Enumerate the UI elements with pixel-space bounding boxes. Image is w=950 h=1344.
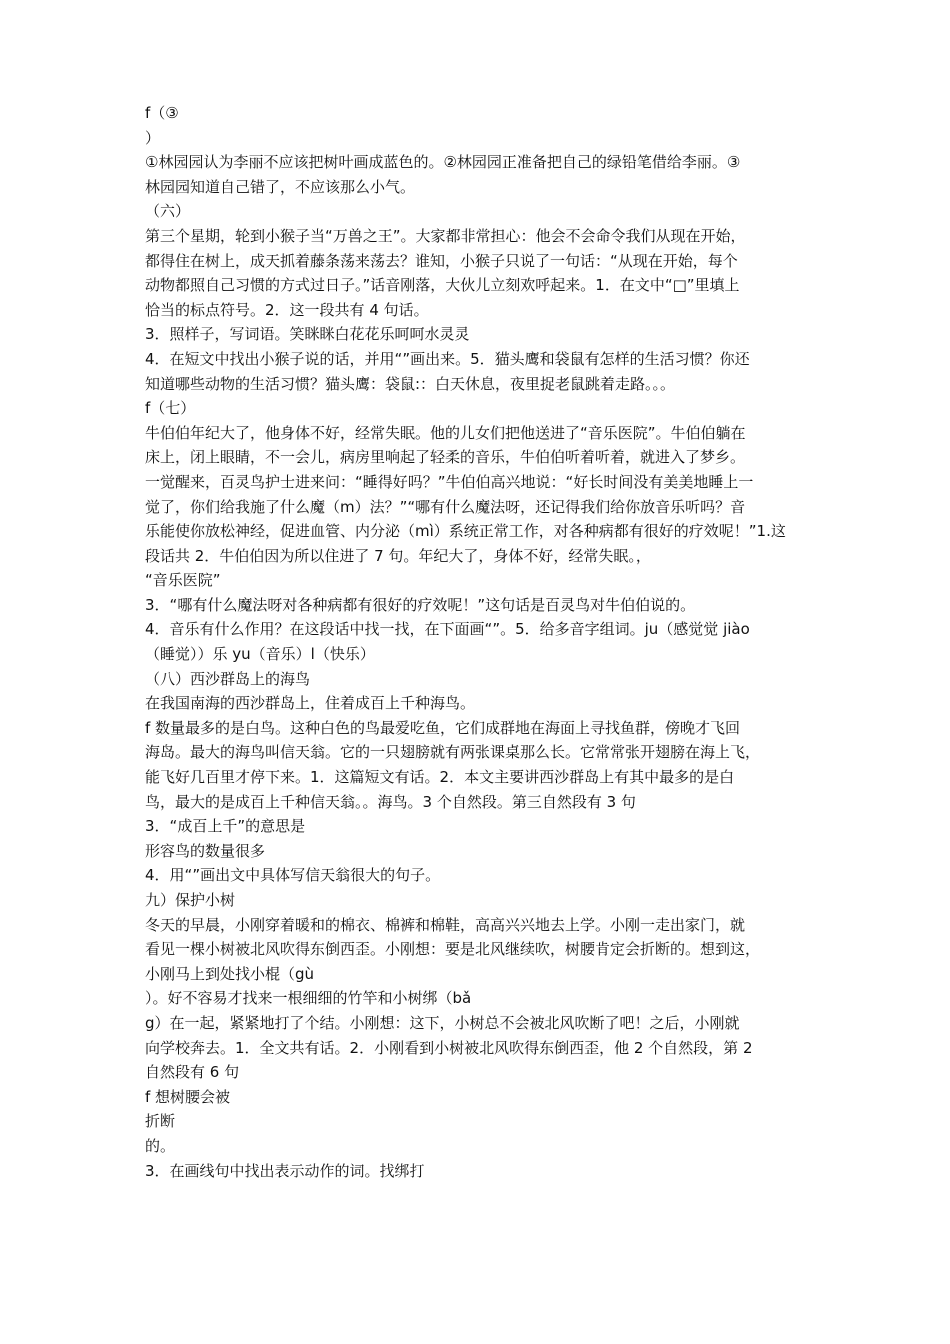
text-line: 段话共 2．牛伯伯因为所以住进了 7 句。年纪大了，身体不好，经常失眠。，	[145, 546, 651, 565]
text-line: ）	[145, 128, 161, 147]
text-line: （睡觉））乐 yu（音乐）l（快乐）	[145, 645, 375, 664]
text-line: 4．音乐有什么作用？在这段话中找一找，在下面画“”。5．给多音字组词。ju（感觉觉 jiào	[145, 620, 750, 639]
text-line: 4．在短文中找出小猴子说的话，并用“”画出来。5．猫头鹰和袋鼠有怎样的生活习惯？你还	[145, 349, 750, 368]
text-line: ）。好不容易才找来一根细细的竹竿和小树绑（bǎ	[145, 989, 472, 1008]
section-heading: （六）	[145, 202, 191, 221]
text-line: f 数量最多的是白鸟。这种白色的鸟最爱吃鱼，它们成群地在海面上寻找鱼群，傍晚才飞回	[145, 718, 741, 737]
text-line: 动物都照自己习惯的方式过日子。”话音刚落，大伙儿立刻欢呼起来。1．在文中“□”里填上	[145, 276, 740, 295]
text-line: 海岛。最大的海鸟叫信天翁。它的一只翅膀就有两张课桌那么长。它常常张开翅膀在海上飞，	[145, 743, 761, 762]
text-line: 向学校奔去。1．全文共有话。2．小刚看到小树被北风吹得东倒西歪，他 2 个自然段，第 2	[145, 1038, 753, 1057]
text-line: 乐能使你放松神经，促进血管、内分泌（mì）系统正常工作，对各种病都有很好的疗效呢！”1.这	[145, 522, 786, 541]
document-body	[145, 101, 825, 1183]
text-line: 形容鸟的数量很多	[145, 841, 266, 860]
text-line: f 想树腰会被	[145, 1087, 231, 1106]
text-line: 能飞好几百里才停下来。1．这篇短文有话。2．本文主要讲西沙群岛上有其中最多的是白	[145, 768, 735, 787]
text-line: 知道哪些动物的生活习惯？猫头鹰：袋鼠:：白天休息，夜里捉老鼠跳着走路。。。	[145, 374, 676, 393]
text-line: 3．照样子，写词语。笑眯眯白花花乐呵呵水灵灵	[145, 325, 470, 344]
text-line: 床上，闭上眼睛，不一会儿，病房里响起了轻柔的音乐，牛伯伯听着听着，就进入了梦乡。	[145, 448, 746, 467]
text-line: 第三个星期，轮到小猴子当“万兽之王”。大家都非常担心：他会不会命令我们从现在开始，	[145, 226, 746, 245]
section-heading: f（七）	[145, 399, 196, 418]
text-line: f（③	[145, 104, 179, 122]
text-line: 自然段有 6 句	[145, 1063, 240, 1082]
text-line: ①林园园认为李丽不应该把树叶画成蓝色的。②林园园正准备把自己的绿铅笔借给李丽。③	[145, 153, 741, 172]
text-line: 在我国南海的西沙群岛上，住着成百上千种海鸟。	[145, 694, 476, 713]
text-line: 恰当的标点符号。2．这一段共有 4 句话。	[145, 300, 429, 319]
text-line: 牛伯伯年纪大了，他身体不好，经常失眠。他的儿女们把他送进了“音乐医院”。牛伯伯躺在	[145, 423, 746, 442]
text-line: 都得住在树上，成天抓着藤条荡来荡去？谁知，小猴子只说了一句话：“从现在开始，每个	[145, 251, 738, 270]
text-line: 冬天的早晨，小刚穿着暖和的棉衣、棉裤和棉鞋，高高兴兴地去上学。小刚一走出家门，就	[145, 915, 746, 934]
text-line: 林园园知道自己错了，不应该那么小气。	[145, 177, 416, 196]
section-heading: 九）保护小树	[145, 891, 236, 909]
text-line: g）在一起，紧紧地打了个结。小刚想：这下，小树总不会被北风吹断了吧！之后，小刚就	[145, 1013, 740, 1032]
text-line: 折断	[145, 1112, 176, 1131]
text-line: “音乐医院”	[145, 571, 221, 590]
text-line: 觉了，你们给我施了什么魔（m）法？”“哪有什么魔法呀，还记得我们给你放音乐听吗？音	[145, 497, 746, 516]
text-line: 小刚马上到处找小棍（gù	[145, 964, 315, 983]
text-line: 一觉醒来，百灵鸟护士进来问：“睡得好吗？”牛伯伯高兴地说：“好长时间没有美美地睡上一	[145, 472, 754, 491]
text-line: 看见一棵小树被北风吹得东倒西歪。小刚想：要是北风继续吹，树腰肯定会折断的。想到这，	[145, 940, 761, 959]
section-heading: （八）西沙群岛上的海鸟	[145, 669, 311, 688]
text-line: 3．在画线句中找出表示动作的词。找绑打	[145, 1161, 425, 1180]
text-line: 3．“成百上千”的意思是	[145, 817, 306, 836]
text-line: 3．“哪有什么魔法呀对各种病都有很好的疗效呢！”这句话是百灵鸟对牛伯伯说的。	[145, 595, 696, 614]
text-line: 的。	[145, 1136, 176, 1155]
text-line: 鸟，最大的是成百上千种信天翁。。海鸟。3 个自然段。第三自然段有 3 句	[145, 792, 636, 811]
text-line: 4．用“”画出文中具体写信天翁很大的句子。	[145, 866, 441, 885]
